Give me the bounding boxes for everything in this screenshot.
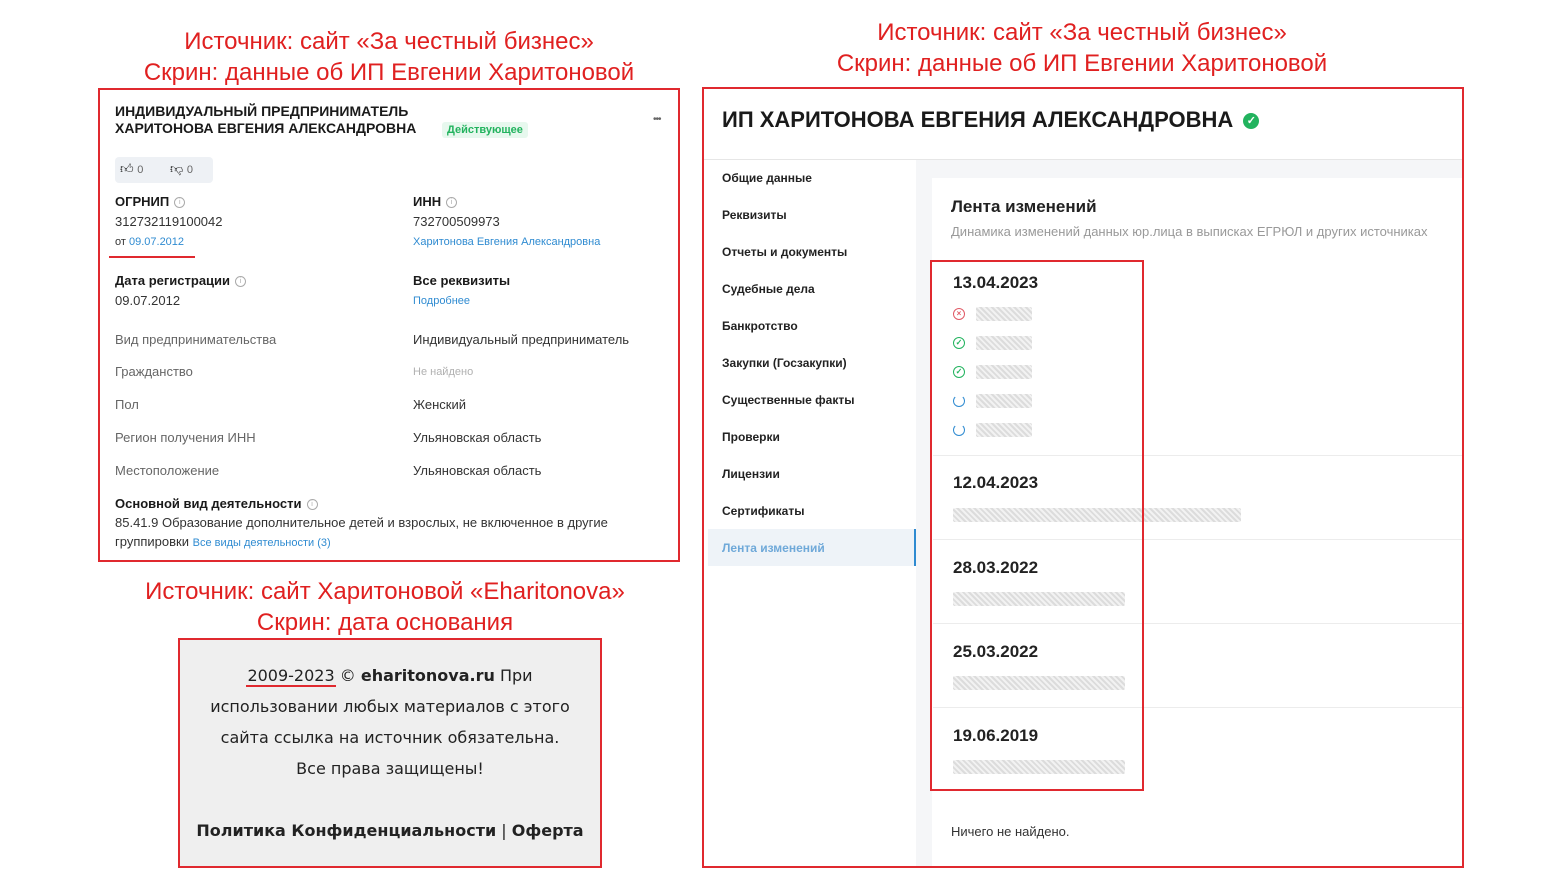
caption-line: Источник: сайт «За честный бизнес» — [184, 28, 594, 55]
info-icon[interactable]: i — [235, 276, 246, 287]
added-icon: ✓ — [953, 337, 965, 349]
empty-state-text: Ничего не найдено. — [951, 824, 1070, 839]
registration-date-label — [115, 273, 246, 288]
like-button[interactable] — [120, 161, 143, 177]
details-link[interactable]: Подробнее — [413, 295, 471, 307]
sidebar-item-facts[interactable]: Существенные факты — [722, 393, 855, 407]
footer-copyright: © — [339, 666, 356, 685]
ogrnip-date-link[interactable]: 09.07.2012 — [128, 236, 185, 248]
like-count: 0 — [137, 164, 144, 176]
ogrnip-date-prefix: от — [115, 236, 126, 248]
info-icon[interactable]: i — [446, 197, 457, 208]
years-underline — [246, 685, 336, 687]
ogrnip-date-underline — [109, 256, 195, 258]
thumbs-up-icon: 👍︎ — [120, 161, 134, 176]
rating-box — [115, 157, 213, 183]
inn-label-text: ИНН — [413, 194, 442, 209]
main-activity-text-cont — [115, 534, 331, 549]
row-label: Гражданство — [115, 364, 193, 379]
footer-line: использовании любых материалов с этого — [210, 697, 570, 716]
sidebar-item-requisites[interactable]: Реквизиты — [722, 208, 787, 222]
main-activity-text-end: группировки — [115, 534, 189, 549]
ogrnip-label-text: ОГРНИП — [115, 194, 170, 209]
row-value: Не найдено — [413, 366, 474, 378]
removed-icon: × — [953, 308, 965, 320]
sidebar-item-changes-label: Лента изменений — [722, 541, 825, 555]
row-value: Ульяновская область — [413, 430, 542, 445]
caption-top-right — [703, 17, 1461, 79]
thumbs-down-icon: 👎︎ — [170, 161, 184, 176]
inn-value: 732700509973 — [413, 214, 500, 229]
sidebar-item-procurement[interactable]: Закупки (Госзакупки) — [722, 356, 847, 370]
change-date: 25.03.2022 — [953, 642, 1039, 661]
main-activity-label — [115, 496, 318, 511]
change-date: 13.04.2023 — [953, 273, 1039, 292]
company-title — [722, 107, 1259, 133]
caption-line: Скрин: дата основания — [256, 609, 514, 636]
card-title-line1: ИНДИВИДУАЛЬНЫЙ ПРЕДПРИНИМАТЕЛЬ — [115, 103, 409, 119]
offer-link[interactable]: Оферта — [511, 821, 584, 840]
sidebar-item-inspections[interactable]: Проверки — [722, 430, 780, 444]
status-badge: Действующее — [442, 122, 528, 138]
all-requisites-label: Все реквизиты — [413, 273, 511, 288]
inn-owner-link[interactable]: Харитонова Евгения Александровна — [413, 236, 601, 248]
footer-links — [180, 815, 600, 846]
privacy-policy-link[interactable]: Политика Конфиденциальности — [196, 821, 497, 840]
caption-line: Источник: сайт Харитоновой «Eharitonova» — [145, 578, 625, 605]
main-activity-label-text: Основной вид деятельности — [115, 496, 302, 511]
sidebar-item-licenses[interactable]: Лицензии — [722, 467, 780, 481]
ogrnip-value: 312732119100042 — [115, 214, 223, 229]
sidebar-item-reports[interactable]: Отчеты и документы — [722, 245, 848, 259]
caption-line: Источник: сайт «За честный бизнес» — [877, 19, 1287, 46]
added-icon: ✓ — [953, 366, 965, 378]
footer-line: сайта ссылка на источник обязательна. — [220, 728, 560, 747]
dislike-button[interactable] — [170, 161, 193, 177]
footer-line — [180, 660, 600, 691]
caption-line: Скрин: данные об ИП Евгении Харитоновой — [143, 59, 635, 86]
content-top-gutter — [916, 160, 1462, 178]
feed-subtitle: Динамика изменений данных юр.лица в выписках ЕГРЮЛ и других источниках — [951, 224, 1428, 239]
row-value: Ульяновская область — [413, 463, 542, 478]
main-activity-text: 85.41.9 Образование дополнительное детей и взрослых, не включенное в другие — [115, 515, 608, 530]
dates-highlight-box — [930, 260, 1144, 791]
dislike-count: 0 — [186, 164, 193, 176]
registration-date-label-text: Дата регистрации — [115, 273, 231, 288]
footer-divider: | — [501, 821, 507, 840]
company-card-panel — [98, 88, 680, 562]
row-label: Регион получения ИНН — [115, 430, 256, 445]
row-label: Пол — [115, 397, 139, 412]
change-date: 28.03.2022 — [953, 558, 1039, 577]
caption-top-left — [100, 26, 678, 88]
sidebar-item-court-cases[interactable]: Судебные дела — [722, 282, 815, 296]
all-activities-link[interactable]: Все виды деятельности (3) — [192, 537, 331, 549]
row-value: Индивидуальный предприниматель — [413, 332, 630, 347]
company-page-panel — [702, 87, 1464, 868]
row-value: Женский — [413, 397, 466, 412]
sidebar-item-changes-active[interactable] — [708, 529, 916, 566]
change-date: 19.06.2019 — [953, 726, 1039, 745]
row-label: Местоположение — [115, 463, 220, 478]
site-footer-panel — [178, 638, 602, 868]
verified-icon: ✓ — [1243, 113, 1259, 129]
footer-site-name: eharitonova.ru — [360, 666, 495, 685]
row-label: Вид предпринимательства — [115, 332, 277, 347]
change-date: 12.04.2023 — [953, 473, 1039, 492]
footer-line1-rest: При — [499, 666, 533, 685]
feed-title: Лента изменений — [951, 197, 1097, 216]
registration-date-value: 09.07.2012 — [115, 293, 181, 308]
ogrnip-date — [115, 236, 184, 248]
caption-line: Скрин: данные об ИП Евгении Харитоновой — [836, 50, 1328, 77]
sidebar-item-bankruptcy[interactable]: Банкротство — [722, 319, 798, 333]
footer-text — [180, 660, 600, 846]
card-title-line2: ХАРИТОНОВА ЕВГЕНИЯ АЛЕКСАНДРОВНА — [115, 120, 417, 136]
company-title-text: ИП ХАРИТОНОВА ЕВГЕНИЯ АЛЕКСАНДРОВНА — [722, 107, 1234, 132]
info-icon[interactable]: i — [174, 197, 185, 208]
info-icon[interactable]: i — [307, 499, 318, 510]
inn-label — [413, 194, 457, 209]
footer-years: 2009-2023 — [247, 666, 335, 685]
ogrnip-label — [115, 194, 185, 209]
sidebar-item-general[interactable]: Общие данные — [722, 171, 812, 185]
more-options-icon[interactable]: ••• — [653, 114, 661, 125]
footer-line: Все права защищены! — [296, 759, 484, 778]
caption-bottom-left — [100, 576, 670, 638]
sidebar-item-certificates[interactable]: Сертификаты — [722, 504, 805, 518]
